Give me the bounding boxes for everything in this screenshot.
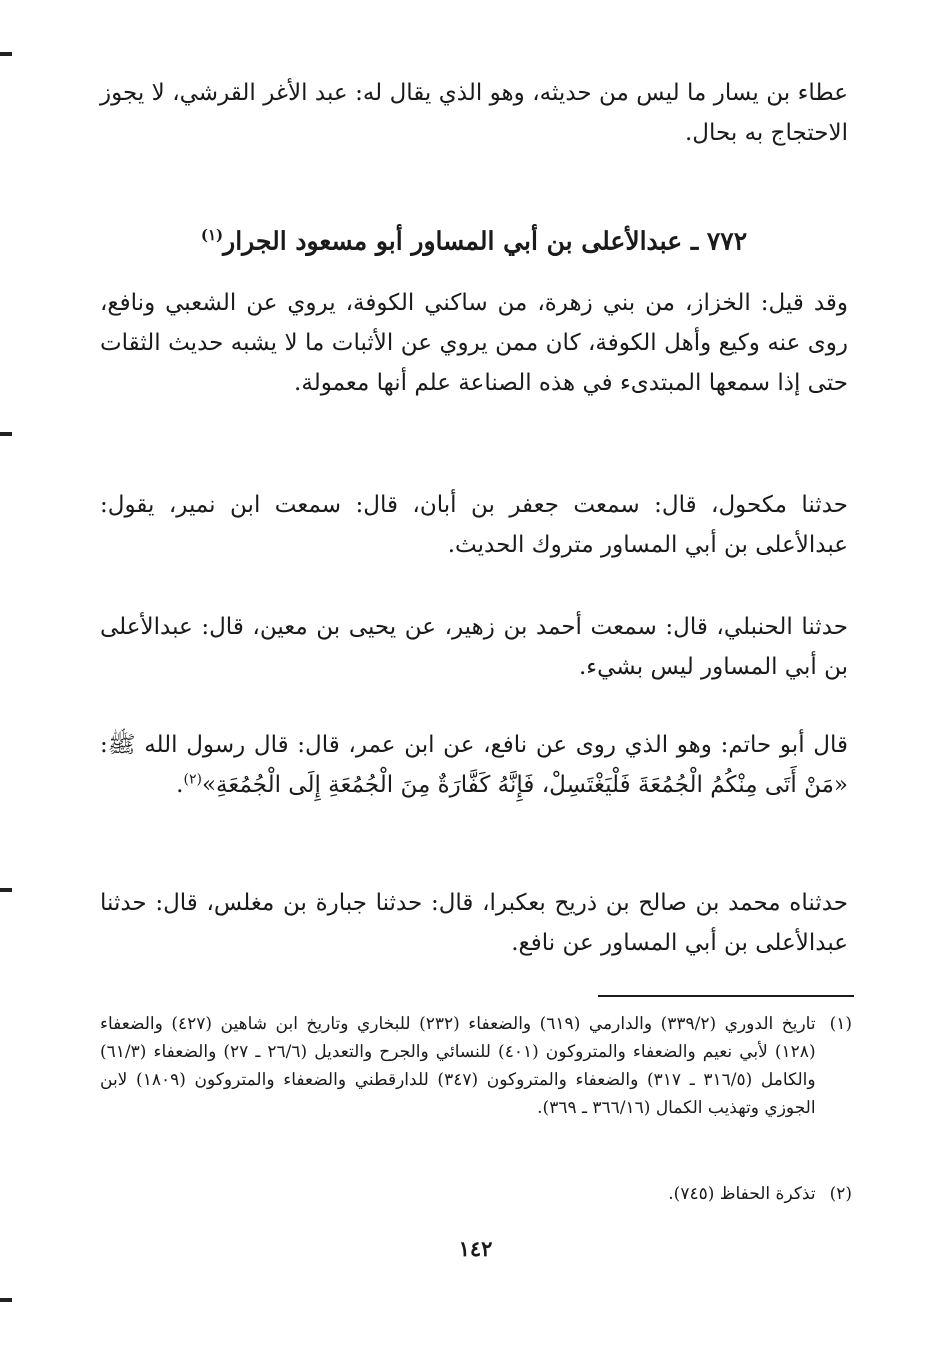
footnote-number: (٢) [829, 1184, 852, 1204]
footnote-ref-1: (١) [200, 226, 224, 244]
footnote-text: تذكرة الحفاظ (٧٤٥). [668, 1184, 816, 1204]
scan-edge-mark [0, 432, 12, 436]
paragraph-narration-2: حدثنا الحنبلي، قال: سمعت أحمد بن زهير، عن يحيى بن معين، قال: عبدالأعلى بن أبي المساور ليس بشيء. [100, 614, 848, 680]
footnote-text: تاريخ الدوري (٣٣٩/٢) والدارمي (٦١٩) والضعفاء (٢٣٢) للبخاري وتاريخ ابن شاهين (٤٢٧) والضعفاء (١٢٨) لأبي نعيم والضعفاء والمتروكون (٤٠١) للنسائي والجرح والتعديل (٢٦/٦ ـ ٢٧) والضعفاء (٦١/٣) والكامل (٣١٦/٥ ـ ٣١٧) والضعفاء والمتروكون (٣٤٧) للدارقطني والضعفاء والمتروكون (١٨٠٩) لابن الجوزي وتهذيب الكمال (٣٦٦/١٦ ـ ٣٦٩). [100, 1014, 816, 1118]
hadith-lead: قال أبو حاتم: وهو الذي روى عن نافع، عن ابن عمر، قال: قال رسول الله ﷺ: [100, 732, 848, 758]
scan-edge-mark [0, 52, 12, 56]
paragraph-hadith [100, 725, 848, 805]
footnote-2 [100, 1180, 852, 1208]
entry-title: ٧٧٢ ـ عبدالأعلى بن أبي المساور أبو مسعود الجرار [223, 226, 748, 256]
hadith-end: . [176, 772, 184, 798]
footnote-ref-2: (٢) [183, 771, 202, 788]
paragraph-narration-3: حدثناه محمد بن صالح بن ذريح بعكبرا، قال: حدثنا جبارة بن مغلس، قال: حدثنا عبدالأعلى بن أبي المساور عن نافع. [100, 890, 848, 956]
footnote-1 [100, 1010, 852, 1122]
paragraph-biography: وقد قيل: الخزاز، من بني زهرة، من ساكني الكوفة، يروي عن الشعبي ونافع، روى عنه وكيع وأهل الكوفة، كان ممن يروي عن الأثبات ما لا يشبه حديث الثقات حتى إذا سمعها المبتدىء في هذه الصناعة علم أنها معمولة. [100, 290, 848, 396]
footnote-number: (١) [829, 1014, 852, 1034]
scan-edge-mark [0, 888, 12, 892]
footnote-separator [598, 995, 854, 997]
page-number: ١٤٢ [458, 1236, 493, 1261]
hadith-quote: «مَنْ أَتَى مِنْكُمُ الْجُمُعَةَ فَلْيَغْتَسِلْ، فَإِنَّهُ كَفَّارَةٌ مِنَ الْجُمُعَةِ إِلَى الْجُمُعَةِ» [201, 772, 848, 798]
paragraph-narration-1: حدثنا مكحول، قال: سمعت جعفر بن أبان، قال: سمعت ابن نمير، يقول: عبدالأعلى بن أبي المساور متروك الحديث. [100, 492, 848, 558]
scan-edge-mark [0, 1298, 12, 1302]
paragraph-continuation: عطاء بن يسار ما ليس من حديثه، وهو الذي يقال له: عبد الأغر القرشي، لا يجوز الاحتجاج به بحال. [100, 80, 848, 146]
entry-heading [100, 215, 848, 261]
